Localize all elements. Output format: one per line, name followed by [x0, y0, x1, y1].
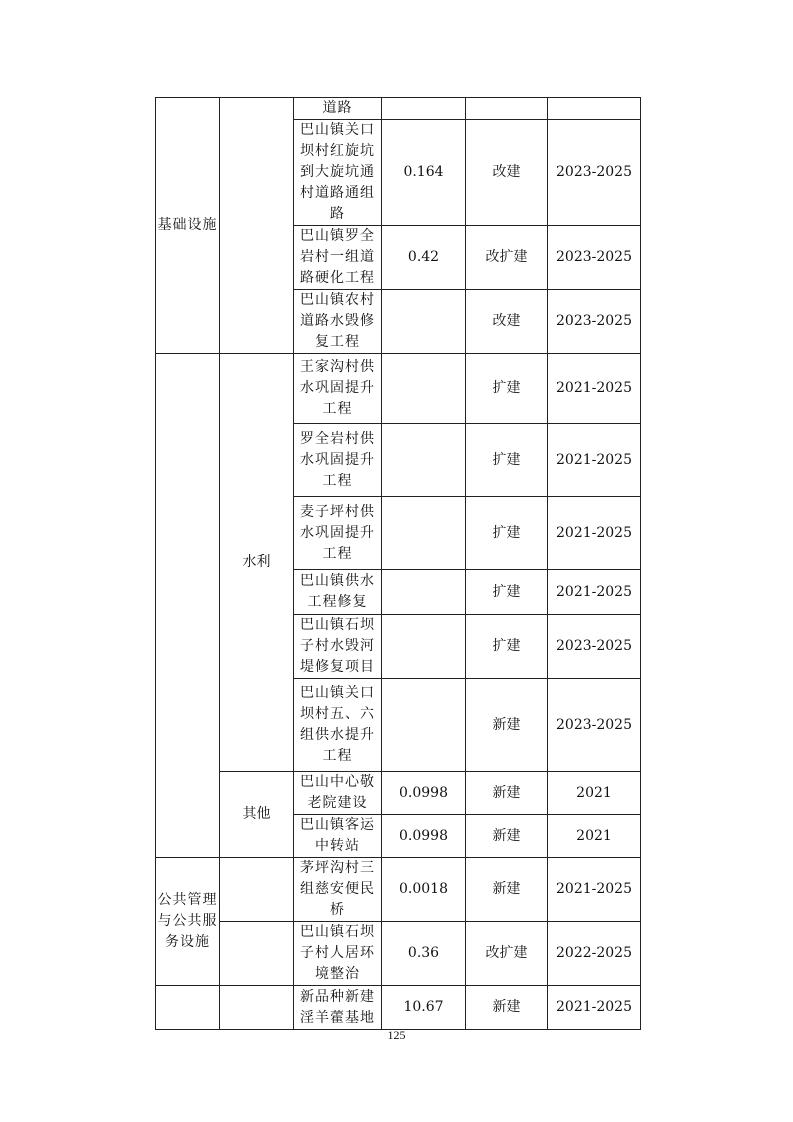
period-cell [548, 98, 641, 120]
project-name: 巴山镇石坝子村人居环境整治 [294, 922, 382, 986]
amount-cell [382, 424, 466, 497]
type-cell: 扩建 [466, 615, 548, 679]
amount-cell [382, 679, 466, 772]
table-row [156, 98, 641, 120]
period-cell: 2021-2025 [548, 354, 641, 424]
project-name: 王家沟村供水巩固提升工程 [294, 354, 382, 424]
type-cell: 改扩建 [466, 922, 548, 986]
type-cell: 新建 [466, 679, 548, 772]
subcategory-cell [220, 98, 294, 354]
project-name: 道路 [294, 98, 382, 120]
type-cell: 新建 [466, 772, 548, 815]
project-name: 巴山镇罗全岩村一组道路硬化工程 [294, 226, 382, 290]
type-cell: 扩建 [466, 497, 548, 570]
project-name: 巴山镇供水工程修复 [294, 570, 382, 615]
period-cell: 2023-2025 [548, 226, 641, 290]
type-cell: 改扩建 [466, 226, 548, 290]
period-cell: 2021-2025 [548, 424, 641, 497]
type-cell: 扩建 [466, 354, 548, 424]
amount-cell: 10.67 [382, 986, 466, 1030]
project-name: 巴山镇农村道路水毁修复工程 [294, 290, 382, 354]
amount-cell [382, 98, 466, 120]
subcategory-cell [220, 858, 294, 922]
period-cell: 2023-2025 [548, 679, 641, 772]
amount-cell [382, 497, 466, 570]
type-cell: 改建 [466, 290, 548, 354]
table-row [156, 858, 641, 922]
amount-cell [382, 570, 466, 615]
subcategory-cell [220, 922, 294, 986]
type-cell: 新建 [466, 815, 548, 858]
type-cell: 扩建 [466, 570, 548, 615]
type-cell: 扩建 [466, 424, 548, 497]
project-name: 罗全岩村供水巩固提升工程 [294, 424, 382, 497]
project-name: 麦子坪村供水巩固提升工程 [294, 497, 382, 570]
amount-cell [382, 290, 466, 354]
page-number: 125 [387, 1028, 406, 1042]
table-row [156, 986, 641, 1030]
category-cell [156, 986, 220, 1030]
period-cell: 2021-2025 [548, 570, 641, 615]
project-name: 茅坪沟村三组慈安便民桥 [294, 858, 382, 922]
table-row [156, 922, 641, 986]
category-cell: 公共管理与公共服务设施 [156, 858, 220, 986]
amount-cell: 0.164 [382, 120, 466, 226]
category-cell: 基础设施 [156, 98, 220, 354]
project-name: 新品种新建淫羊藿基地 [294, 986, 382, 1030]
period-cell: 2021-2025 [548, 986, 641, 1030]
period-cell: 2021 [548, 772, 641, 815]
type-cell: 改建 [466, 120, 548, 226]
subcategory-cell [220, 986, 294, 1030]
amount-cell: 0.36 [382, 922, 466, 986]
type-cell: 新建 [466, 986, 548, 1030]
amount-cell [382, 354, 466, 424]
project-name: 巴山镇客运中转站 [294, 815, 382, 858]
project-name: 巴山镇关口坝村五、六组供水提升工程 [294, 679, 382, 772]
period-cell: 2021 [548, 815, 641, 858]
table-row [156, 354, 641, 424]
category-cell [156, 354, 220, 858]
amount-cell: 0.42 [382, 226, 466, 290]
type-cell: 新建 [466, 858, 548, 922]
subcategory-cell: 其他 [220, 772, 294, 858]
period-cell: 2021-2025 [548, 497, 641, 570]
period-cell: 2021-2025 [548, 858, 641, 922]
amount-cell: 0.0998 [382, 772, 466, 815]
amount-cell [382, 615, 466, 679]
period-cell: 2023-2025 [548, 615, 641, 679]
project-name: 巴山镇石坝子村水毁河堤修复项目 [294, 615, 382, 679]
period-cell: 2022-2025 [548, 922, 641, 986]
project-name: 巴山中心敬老院建设 [294, 772, 382, 815]
table-row [156, 772, 641, 815]
period-cell: 2023-2025 [548, 290, 641, 354]
project-table [155, 97, 641, 1030]
type-cell [466, 98, 548, 120]
period-cell: 2023-2025 [548, 120, 641, 226]
amount-cell: 0.0998 [382, 815, 466, 858]
project-name: 巴山镇关口坝村红旋坑到大旋坑通村道路通组路 [294, 120, 382, 226]
subcategory-cell: 水利 [220, 354, 294, 772]
amount-cell: 0.0018 [382, 858, 466, 922]
